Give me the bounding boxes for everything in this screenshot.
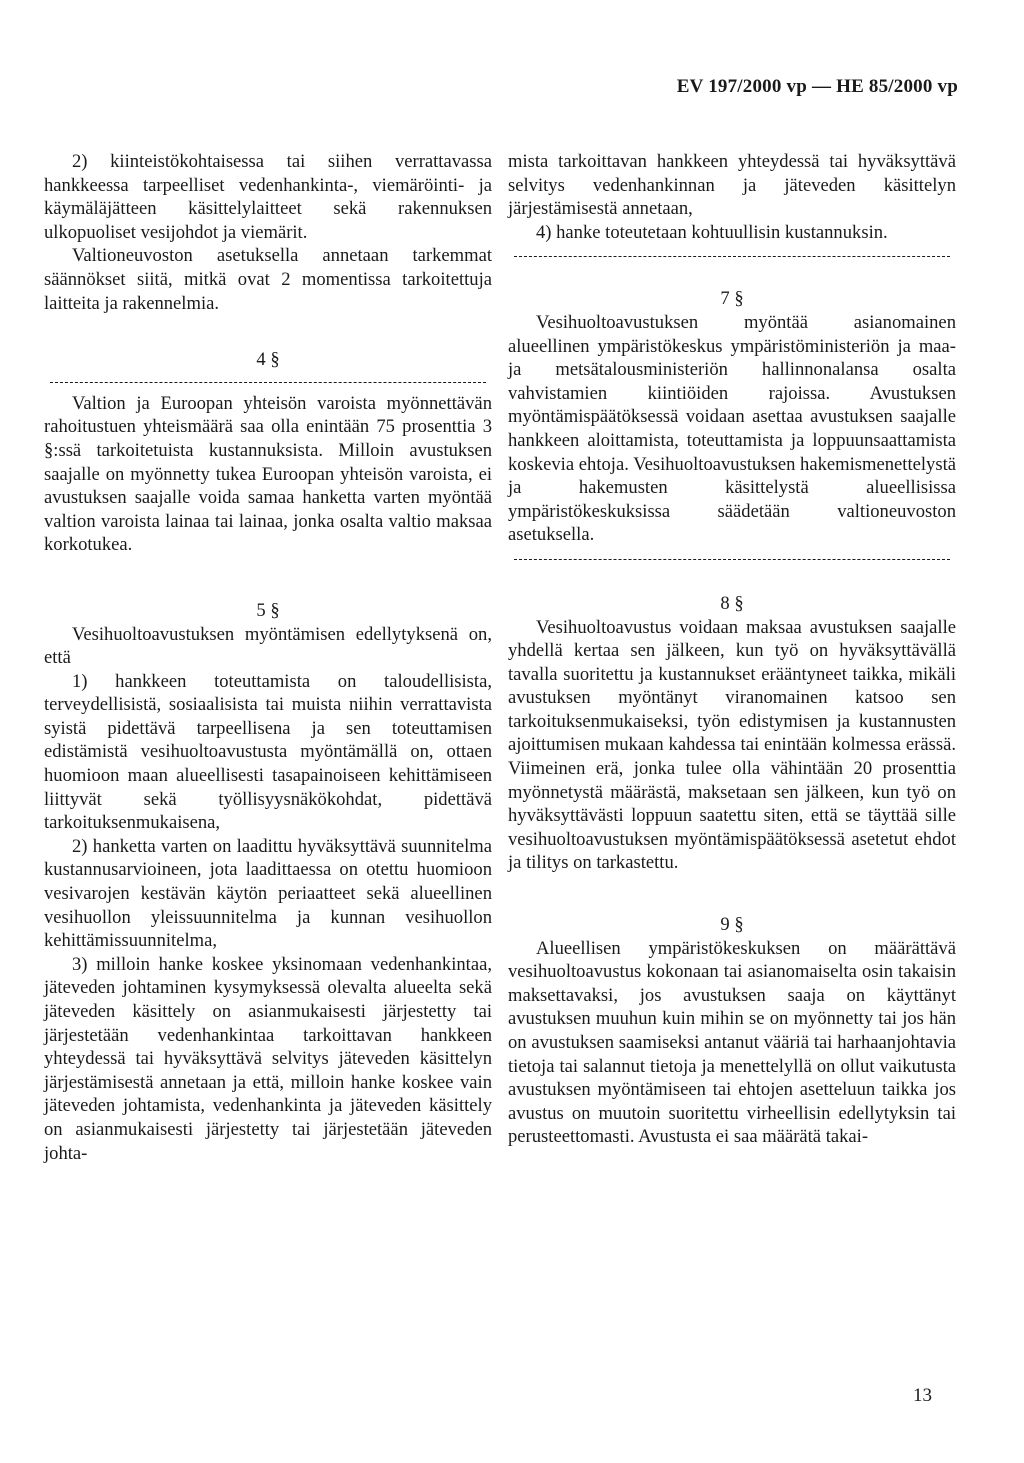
- section-heading-4: 4 §: [256, 349, 280, 371]
- paragraph: Valtion ja Euroopan yhteisön varoista myönnettävän rahoitustuen yhteismäärä saa olla enintään 75 prosenttia 3 §:ssä tarkoitetuista kustannuksista. Milloin avustuksen saajalle on myönnetty tukea Euroopan yhteisön varoista, ei avustuksen saajalle voida samaa hanketta varten myöntää valtion varoista lainaa tai lainaa, jonka osalta valtio maksaa korkotukea.: [44, 392, 492, 556]
- right-column: [508, 150, 956, 1149]
- section-heading-8: 8 §: [720, 592, 744, 614]
- page-number: 13: [913, 1385, 932, 1406]
- section-heading-9: 9 §: [720, 914, 744, 936]
- paragraph: mista tarkoittavan hankkeen yhteydessä tai hyväksyttävä selvitys vedenhankinnan ja jäteveden käsittelyn järjestämisestä annetaan,: [508, 151, 956, 220]
- paragraph: 4) hanke toteutetaan kohtuullisin kustannuksin.: [536, 221, 888, 243]
- paragraph: Vesihuoltoavustuksen myöntää asianomainen alueellinen ympäristökeskus ympäristöministeriön ja maa- ja metsätalousministeriön hallinnonalansa osalta vahvistamien kiintiöiden rajoissa. Avustuksen myöntämispäätöksessä voidaan asettaa avustuksen saajalle hankkeen aloittamista, toteuttamista ja loppuunsaattamista koskevia ehtoja. Vesihuoltoavustuksen hakemismenettelystä ja hakemusten käsittelystä alueellisissa ympäristökeskuksissa säädetään valtioneuvoston asetuksella.: [508, 311, 956, 546]
- left-column: [44, 150, 492, 1165]
- paragraph: Alueellisen ympäristökeskuksen on määrättävä vesihuoltoavustus kokonaan tai asianomaiselta osin takaisin maksettavaksi, jos avustuksen saaja on käyttänyt avustuksen muuhun kuin mihin se on myönnetty tai jos hän on avustuksen saamiseksi antanut vääriä tai harhaanjohtavia tietoja tai salannut tietoja ja menettelyllä on ollut vaikutusta avustuksen myöntämiseen tai ehtojen asetteluun taikka jos avustus on muutoin suoritettu virheellisin edellytyksin tai perusteettomasti. Avustusta ei saa määrätä takai-: [508, 937, 956, 1148]
- paragraph: Vesihuoltoavustuksen myöntämisen edellytyksenä on, että: [44, 623, 492, 669]
- page-header: EV 197/2000 vp — HE 85/2000 vp: [676, 76, 958, 97]
- section-heading-5: 5 §: [256, 599, 280, 621]
- paragraph: 2) kiinteistökohtaisessa tai siihen verrattavassa hankkeessa tarpeelliset vedenhankinta-, viemäröinti- ja käymäläjätteen käsittelylaitteet sekä rakennuksen ulkopuoliset vesijohdot ja viemärit.: [44, 151, 492, 243]
- paragraph: 1) hankkeen toteuttamista on taloudellisista, terveydellisistä, sosiaalisista tai muista niihin verrattavista syistä pidettävä tarpeellisena ja sen toteuttamisen edistämistä vesihuoltoavustusta myöntämällä on, ottaen huomioon maan alueellisesti tasapainoiseen kehittämiseen liittyvät sekä työllisyysnäkökohdat, pidettävä tarkoituksenmukaisena,: [44, 670, 492, 834]
- section-heading-7: 7 §: [720, 288, 744, 310]
- paragraph: Vesihuoltoavustus voidaan maksaa avustuksen saajalle yhdellä kertaa sen jälkeen, kun työ on hyväksyttävällä tavalla suoritettu ja kustannukset erääntyneet taikka, mikäli avustuksen myöntänyt viranomainen katsoo sen tarkoituksenmukaiseksi, työn edistymisen ja kustannusten ajoittumisen mukaan kahdessa tai enintään kolmessa erässä. Viimeinen erä, jonka tulee olla vähintään 20 prosenttia myönnetystä määrästä, maksetaan sen jälkeen, kun työ on hyväksyttävästi loppuun saatettu siten, että se täyttää sille vesihuoltoavustuksen myöntämispäätöksessä asetetut ehdot ja tilitys on tarkastettu.: [508, 616, 956, 874]
- paragraph: Valtioneuvoston asetuksella annetaan tarkemmat säännökset siitä, mitkä ovat 2 momentissa tarkoitettuja laitteita ja rakennelmia.: [44, 245, 492, 314]
- paragraph: 2) hanketta varten on laadittu hyväksyttävä suunnitelma kustannusarvioineen, jota laadittaessa on otettu huomioon vesivarojen kestävän käytön periaatteet sekä alueellinen vesihuollon yleissuunnitelma ja kunnan vesihuollon kehittämissuunnitelma,: [44, 835, 492, 952]
- paragraph: 3) milloin hanke koskee yksinomaan vedenhankintaa, jäteveden johtaminen kysymyksessä olevalta alueelta sekä jäteveden käsittely on asianmukaisesti järjestetty tai järjestetään vedenhankintaa tarkoittavan hankkeen yhteydessä tai hyväksyttävä selvitys jäteveden käsittelyn järjestämisestä annetaan ja että, milloin hanke koskee vain jäteveden johtamista, vedenhankinta ja jäteveden käsittely on asianmukaisesti järjestetty tai järjestetään jäteveden johta-: [44, 953, 492, 1164]
